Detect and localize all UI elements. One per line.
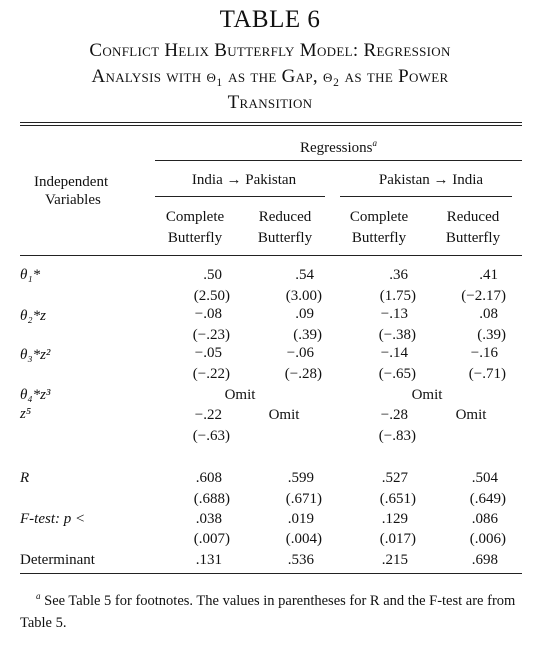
cell-r3-c1: −.05 — [194, 345, 222, 361]
column-header-1-line-1: Complete — [165, 209, 225, 225]
cell-r4-omit-left: Omit — [224, 387, 256, 403]
cell-r3-c4: −.16 — [470, 345, 498, 361]
column-header-3-line-1: Complete — [349, 209, 409, 225]
top-rule — [20, 122, 522, 123]
bottom-rule — [20, 573, 522, 574]
cell-r6-c3-paren: (.651) — [379, 491, 416, 507]
table-title-line-2: Analysis with θ₁ as the Gap, θ₂ as the Power — [91, 66, 449, 87]
cell-r2-c3-paren: (−.38) — [378, 327, 416, 343]
header-bottom-rule — [20, 255, 522, 256]
cell-r2-c4: .08 — [479, 306, 498, 322]
footnote-mark: a — [36, 591, 41, 601]
cell-r3-c1-paren: (−.22) — [192, 366, 230, 382]
cell-r1-c1: .50 — [203, 267, 222, 283]
cell-r1-c2-paren: (3.00) — [285, 288, 322, 304]
cell-r1-c3: .36 — [389, 267, 408, 283]
cell-r2-c1-paren: (−.23) — [192, 327, 230, 343]
cell-r6-c1: .608 — [195, 470, 222, 486]
row-header-line-2: Variables — [45, 192, 101, 208]
group-header-india-pakistan: India → Pakistan — [191, 172, 297, 188]
row-label-theta2: θ₂*z — [20, 308, 46, 324]
table-title-line-3: Transition — [227, 92, 313, 113]
cell-r8-c3: .215 — [381, 552, 408, 568]
table-footnote — [20, 585, 532, 634]
cell-r5-c1: −.22 — [194, 407, 222, 423]
cell-r6-c4: .504 — [471, 470, 498, 486]
cell-r7-c1-paren: (.007) — [193, 531, 230, 547]
cell-r5-c1-paren: (−.63) — [192, 428, 230, 444]
column-header-4-line-2: Butterfly — [445, 230, 501, 246]
group-rule-right — [340, 196, 512, 197]
cell-r7-c1: .038 — [195, 511, 222, 527]
cell-r2-c4-paren: (.39) — [477, 327, 506, 343]
cell-r4-omit-right: Omit — [411, 387, 443, 403]
cell-r8-c4: .698 — [471, 552, 498, 568]
regressions-header: Regressions$^a$ — [300, 138, 377, 156]
cell-r5-c3: −.28 — [380, 407, 408, 423]
cell-r6-c1-paren: (.688) — [193, 491, 230, 507]
cell-r3-c2: −.06 — [286, 345, 314, 361]
cell-r8-c1: .131 — [195, 552, 222, 568]
cell-r6-c2: .599 — [287, 470, 314, 486]
cell-r3-c4-paren: (−.71) — [468, 366, 506, 382]
cell-r6-c4-paren: (.649) — [469, 491, 506, 507]
cell-r2-c2-paren: (.39) — [293, 327, 322, 343]
row-label-determinant: Determinant — [20, 552, 95, 568]
cell-r3-c3: −.14 — [380, 345, 408, 361]
row-label-z5: z⁵ — [20, 406, 32, 422]
cell-r1-c4-paren: (−2.17) — [461, 288, 506, 304]
cell-r8-c2: .536 — [287, 552, 314, 568]
cell-r1-c4: .41 — [479, 267, 498, 283]
column-header-3-line-2: Butterfly — [351, 230, 407, 246]
table-title-line-1: Conflict Helix Butterfly Model: Regression — [89, 40, 451, 61]
row-label-theta1: θ₁* — [20, 267, 41, 283]
group-header-pakistan-india: Pakistan → India — [378, 172, 484, 188]
cell-r2-c2: .09 — [295, 306, 314, 322]
cell-r5-c4: Omit — [455, 407, 487, 423]
cell-r2-c3: −.13 — [380, 306, 408, 322]
regressions-rule — [155, 160, 522, 161]
cell-r7-c3-paren: (.017) — [379, 531, 416, 547]
cell-r3-c3-paren: (−.65) — [378, 366, 416, 382]
cell-r6-c2-paren: (.671) — [285, 491, 322, 507]
group-rule-left — [155, 196, 325, 197]
cell-r7-c2: .019 — [287, 511, 314, 527]
row-label-theta4: θ₄*z³ — [20, 387, 51, 403]
cell-r5-c2: Omit — [268, 407, 300, 423]
cell-r7-c4: .086 — [471, 511, 498, 527]
footnote-text: See Table 5 for footnotes. The values in parentheses for R and the F-test are from Table 5. — [20, 592, 516, 631]
column-header-2-line-1: Reduced — [258, 209, 312, 225]
cell-r5-c3-paren: (−.83) — [378, 428, 416, 444]
cell-r6-c3: .527 — [381, 470, 408, 486]
cell-r7-c4-paren: (.006) — [469, 531, 506, 547]
row-header-line-1: Independent — [34, 174, 109, 190]
cell-r7-c3: .129 — [381, 511, 408, 527]
row-label-f-test: F-test: p < — [20, 511, 86, 527]
cell-r1-c3-paren: (1.75) — [379, 288, 416, 304]
row-label-theta3: θ₃*z² — [20, 347, 51, 363]
table-number: TABLE 6 — [219, 6, 321, 33]
cell-r7-c2-paren: (.004) — [285, 531, 322, 547]
column-header-1-line-2: Butterfly — [167, 230, 223, 246]
cell-r2-c1: −.08 — [194, 306, 222, 322]
top-rule-second — [20, 125, 522, 126]
column-header-2-line-2: Butterfly — [257, 230, 313, 246]
column-header-4-line-1: Reduced — [446, 209, 500, 225]
cell-r1-c1-paren: (2.50) — [193, 288, 230, 304]
row-label-r: R — [20, 470, 30, 486]
cell-r1-c2: .54 — [295, 267, 314, 283]
cell-r3-c2-paren: (−.28) — [284, 366, 322, 382]
